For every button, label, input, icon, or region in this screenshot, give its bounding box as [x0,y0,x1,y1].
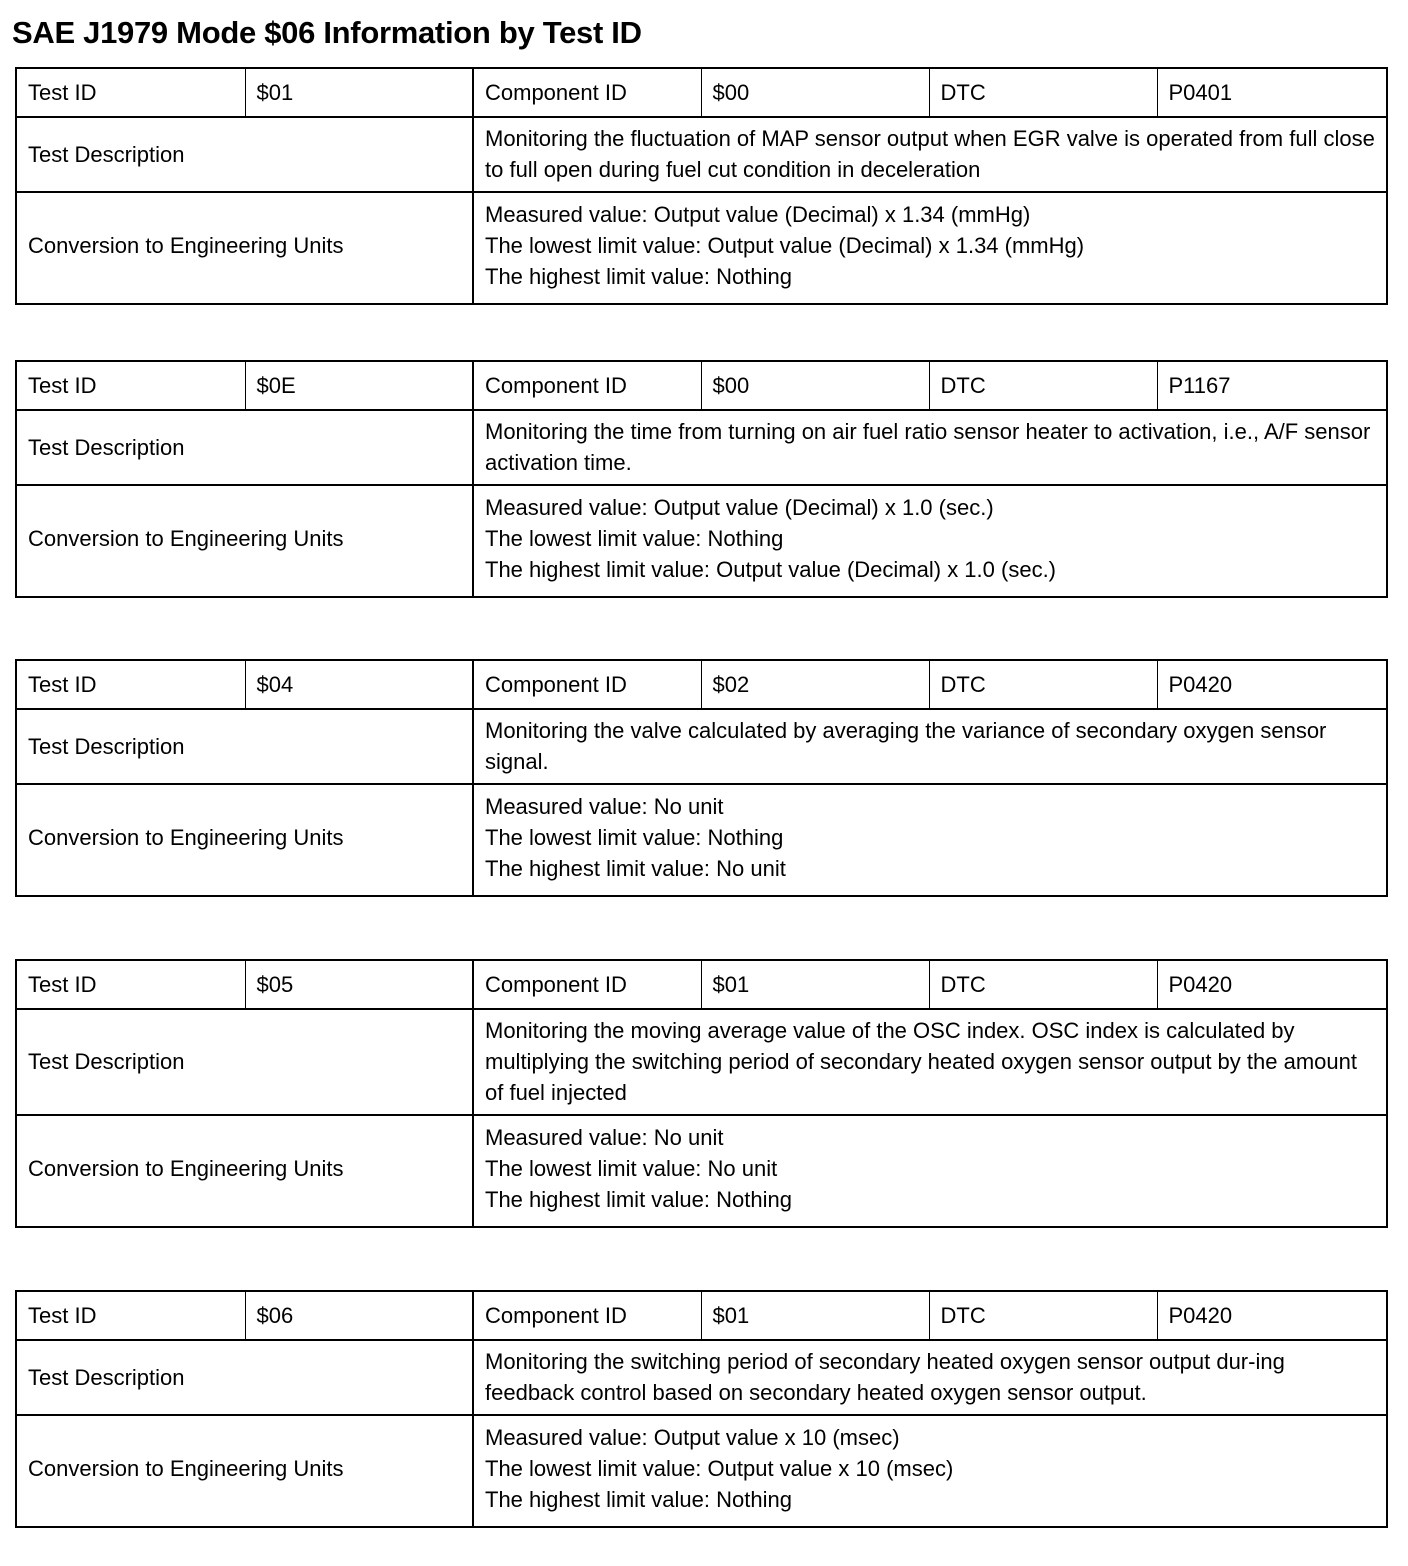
conversion-label: Conversion to Engineering Units [16,1415,473,1527]
test-id-label: Test ID [16,68,245,117]
test-id-label: Test ID [16,960,245,1009]
test-description-label: Test Description [16,410,473,485]
test-description-label: Test Description [16,709,473,784]
table-row-conversion [16,1415,1387,1527]
test-table [15,659,1388,897]
conversion-label: Conversion to Engineering Units [16,784,473,896]
conversion-label: Conversion to Engineering Units [16,192,473,304]
highest-limit-line: The highest limit value: Nothing [485,1187,792,1212]
table-spacer [15,305,1386,360]
highest-limit-line: The highest limit value: Output value (Decimal) x 1.0 (sec.) [485,557,1057,582]
table-row-ids [16,68,1387,117]
dtc-label: DTC [929,361,1157,410]
conversion-value [473,485,1387,597]
page-title: SAE J1979 Mode $06 Information by Test ID [12,15,642,50]
table-row-ids [16,361,1387,410]
test-table [15,360,1388,598]
table-row-conversion [16,485,1387,597]
test-description-value: Monitoring the moving average value of the OSC index. OSC index is calculated by multiplying the switching period of secondary heated oxygen sensor output by the amount of fuel injected [473,1009,1387,1115]
test-description-value: Monitoring the fluctuation of MAP sensor output when EGR valve is operated from full close to full open during fuel cut condition in deceleration [473,117,1387,192]
test-table [15,67,1388,305]
dtc-value: P1167 [1157,361,1387,410]
table-spacer [15,1228,1386,1290]
conversion-value [473,784,1387,896]
table-row-ids [16,660,1387,709]
test-id-value: $05 [245,960,473,1009]
dtc-label: DTC [929,660,1157,709]
table-row-description [16,117,1387,192]
test-description-label: Test Description [16,117,473,192]
table-row-description [16,1340,1387,1415]
lowest-limit-line: The lowest limit value: No unit [485,1156,778,1181]
conversion-value [473,192,1387,304]
lowest-limit-line: The lowest limit value: Nothing [485,526,784,551]
table-row-conversion [16,1115,1387,1227]
table-row-description [16,410,1387,485]
measured-value-line: Measured value: Output value (Decimal) x 1.0 (sec.) [485,495,994,520]
test-description-value: Monitoring the switching period of secondary heated oxygen sensor output dur-ing feedback control based on secondary heated oxygen sensor output. [473,1340,1387,1415]
test-table [15,1290,1388,1528]
component-id-value: $00 [701,68,929,117]
dtc-label: DTC [929,960,1157,1009]
conversion-value [473,1415,1387,1527]
component-id-label: Component ID [473,660,701,709]
test-table [15,959,1388,1228]
lowest-limit-line: The lowest limit value: Output value (Decimal) x 1.34 (mmHg) [485,233,1085,258]
test-id-value: $04 [245,660,473,709]
dtc-label: DTC [929,1291,1157,1340]
lowest-limit-line: The lowest limit value: Output value x 10 (msec) [485,1456,954,1481]
conversion-label: Conversion to Engineering Units [16,485,473,597]
conversion-value [473,1115,1387,1227]
test-id-value: $0E [245,361,473,410]
test-description-value: Monitoring the valve calculated by averaging the variance of secondary oxygen sensor signal. [473,709,1387,784]
component-id-value: $00 [701,361,929,410]
lowest-limit-line: The lowest limit value: Nothing [485,825,784,850]
table-row-conversion [16,192,1387,304]
dtc-value: P0420 [1157,660,1387,709]
table-row-description [16,709,1387,784]
component-id-value: $01 [701,1291,929,1340]
table-spacer [15,598,1386,659]
test-id-value: $01 [245,68,473,117]
highest-limit-line: The highest limit value: Nothing [485,264,792,289]
measured-value-line: Measured value: Output value (Decimal) x 1.34 (mmHg) [485,202,1031,227]
component-id-value: $02 [701,660,929,709]
measured-value-line: Measured value: No unit [485,1125,724,1150]
dtc-value: P0420 [1157,1291,1387,1340]
table-row-ids [16,960,1387,1009]
test-id-label: Test ID [16,1291,245,1340]
table-row-description [16,1009,1387,1115]
component-id-label: Component ID [473,1291,701,1340]
test-id-label: Test ID [16,660,245,709]
highest-limit-line: The highest limit value: No unit [485,856,786,881]
component-id-label: Component ID [473,361,701,410]
test-id-value: $06 [245,1291,473,1340]
dtc-label: DTC [929,68,1157,117]
measured-value-line: Measured value: No unit [485,794,724,819]
dtc-value: P0401 [1157,68,1387,117]
component-id-label: Component ID [473,68,701,117]
test-tables [15,67,1386,1528]
test-description-label: Test Description [16,1009,473,1115]
measured-value-line: Measured value: Output value x 10 (msec) [485,1425,900,1450]
dtc-value: P0420 [1157,960,1387,1009]
test-description-value: Monitoring the time from turning on air fuel ratio sensor heater to activation, i.e., A/F sensor activation time. [473,410,1387,485]
table-row-conversion [16,784,1387,896]
component-id-value: $01 [701,960,929,1009]
test-id-label: Test ID [16,361,245,410]
highest-limit-line: The highest limit value: Nothing [485,1487,792,1512]
component-id-label: Component ID [473,960,701,1009]
table-spacer [15,897,1386,959]
table-row-ids [16,1291,1387,1340]
conversion-label: Conversion to Engineering Units [16,1115,473,1227]
test-description-label: Test Description [16,1340,473,1415]
